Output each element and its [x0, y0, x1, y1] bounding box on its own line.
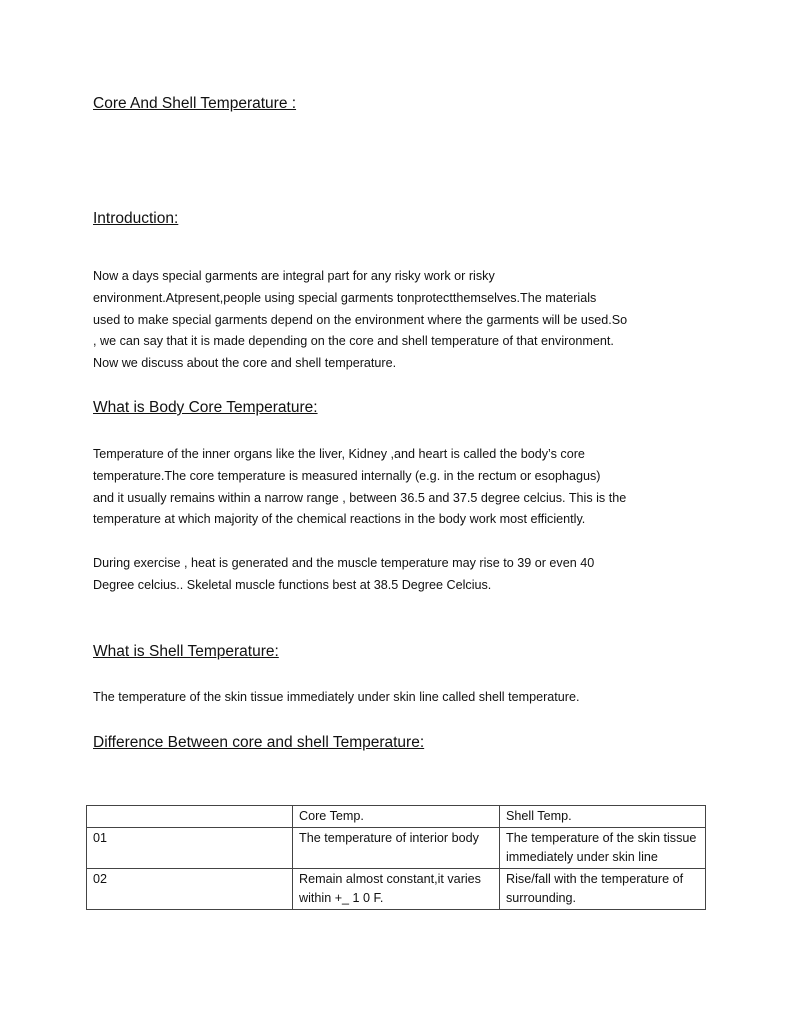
core-paragraph-1 — [93, 444, 626, 531]
text-line: Degree celcius.. Skeletal muscle functions best at 38.5 Degree Celcius. — [93, 577, 492, 592]
difference-table — [86, 805, 706, 910]
text-line: During exercise , heat is generated and the muscle temperature may rise to 39 or even 40 — [93, 556, 595, 570]
shell-paragraph — [93, 687, 580, 709]
heading-shell-temperature: What is Shell Temperature: — [93, 643, 279, 660]
table-cell — [87, 806, 293, 828]
text-line: environment.Atpresent,people using special garments tonprotectthemselves.The materials — [93, 290, 597, 305]
heading-introduction: Introduction: — [93, 210, 179, 227]
table-cell: The temperature of interior body — [293, 828, 500, 869]
table-cell: Rise/fall with the temperature of surrounding. — [500, 869, 706, 910]
table-cell: The temperature of the skin tissue immediately under skin line — [500, 828, 706, 869]
text-line: temperature at which majority of the chemical reactions in the body work most efficiently. — [93, 512, 586, 527]
intro-paragraph — [93, 266, 627, 375]
text-line: Now we discuss about the core and shell temperature. — [93, 356, 397, 371]
document-title: Core And Shell Temperature : — [93, 95, 297, 112]
text-line: Now a days special garments are integral part for any risky work or risky — [93, 269, 495, 283]
text-line: temperature.The core temperature is measured internally (e.g. in the rectum or esophagus) — [93, 468, 601, 483]
table-cell: 02 — [87, 869, 293, 910]
table-row — [87, 869, 706, 910]
table-cell: 01 — [87, 828, 293, 869]
text-line: Temperature of the inner organs like the liver, Kidney ,and heart is called the body’s core — [93, 447, 585, 461]
table-cell: Shell Temp. — [500, 806, 706, 828]
table-header-row — [87, 806, 706, 828]
heading-difference: Difference Between core and shell Temperature: — [93, 734, 425, 751]
table-cell: Core Temp. — [293, 806, 500, 828]
text-line: , we can say that it is made depending on the core and shell temperature of that environment. — [93, 334, 614, 349]
text-line: and it usually remains within a narrow range , between 36.5 and 37.5 degree celcius. This is the — [93, 490, 627, 505]
core-paragraph-2 — [93, 553, 594, 597]
heading-core-temperature: What is Body Core Temperature: — [93, 399, 318, 416]
text-line: The temperature of the skin tissue immediately under skin line called shell temperature. — [93, 690, 580, 704]
table-cell: Remain almost constant,it varies within +_ 1 0 F. — [293, 869, 500, 910]
text-line: used to make special garments depend on the environment where the garments will be used.So — [93, 312, 628, 327]
table-row — [87, 828, 706, 869]
